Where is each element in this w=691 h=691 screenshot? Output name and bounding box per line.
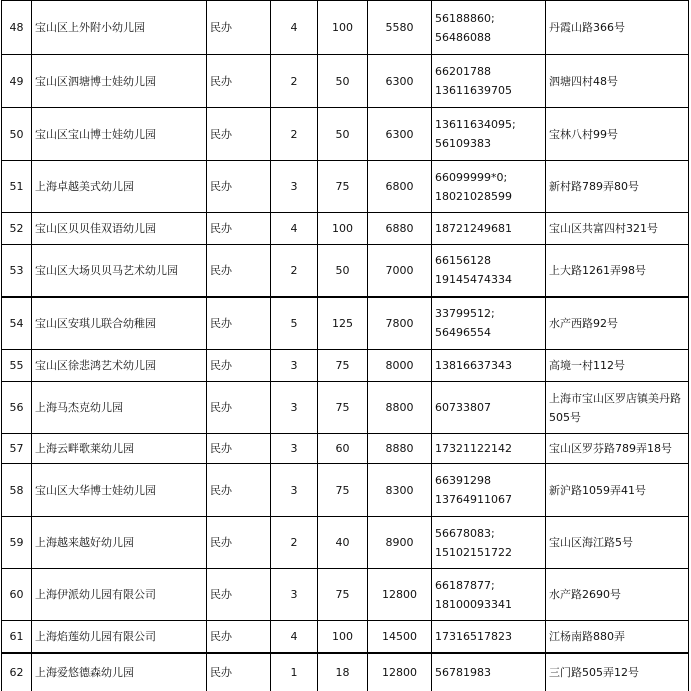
contact-phone: 56781983: [432, 653, 546, 691]
tuition-fee: 8900: [368, 517, 432, 569]
kindergarten-name: 宝山区安琪儿联合幼稚园: [32, 297, 207, 350]
table-row: [2, 382, 689, 434]
kindergarten-name: 上海伊派幼儿园有限公司: [32, 569, 207, 621]
contact-phone: 66391298 13764911067: [432, 464, 546, 517]
address: 新沪路1059弄41号: [546, 464, 689, 517]
row-number: 61: [2, 621, 32, 653]
class-count: 3: [271, 569, 318, 621]
kindergarten-name: 宝山区宝山博士娃幼儿园: [32, 108, 207, 161]
contact-phone: 17316517823: [432, 621, 546, 653]
row-number: 48: [2, 1, 32, 55]
contact-phone: 17321122142: [432, 434, 546, 464]
row-number: 53: [2, 245, 32, 297]
kindergarten-name: 上海焰莲幼儿园有限公司: [32, 621, 207, 653]
kindergarten-name: 宝山区大场贝贝马艺术幼儿园: [32, 245, 207, 297]
tuition-fee: 6880: [368, 213, 432, 245]
enrollment-capacity: 75: [318, 161, 368, 213]
contact-phone: 13816637343: [432, 350, 546, 382]
row-number: 56: [2, 382, 32, 434]
tuition-fee: 6800: [368, 161, 432, 213]
ownership-type: 民办: [207, 55, 271, 108]
class-count: 4: [271, 1, 318, 55]
row-number: 60: [2, 569, 32, 621]
class-count: 3: [271, 161, 318, 213]
enrollment-capacity: 100: [318, 1, 368, 55]
contact-phone: 56188860; 56486088: [432, 1, 546, 55]
class-count: 2: [271, 245, 318, 297]
tuition-fee: 8300: [368, 464, 432, 517]
contact-phone: 60733807: [432, 382, 546, 434]
tuition-fee: 7000: [368, 245, 432, 297]
address: 江杨南路880弄: [546, 621, 689, 653]
kindergarten-table: [1, 0, 689, 691]
kindergarten-name: 上海马杰克幼儿园: [32, 382, 207, 434]
tuition-fee: 7800: [368, 297, 432, 350]
ownership-type: 民办: [207, 297, 271, 350]
ownership-type: 民办: [207, 350, 271, 382]
row-number: 54: [2, 297, 32, 350]
table-row: [2, 108, 689, 161]
class-count: 3: [271, 434, 318, 464]
kindergarten-name: 宝山区上外附小幼儿园: [32, 1, 207, 55]
class-count: 2: [271, 517, 318, 569]
row-number: 57: [2, 434, 32, 464]
kindergarten-name: 上海爱悠德森幼儿园: [32, 653, 207, 691]
address: 宝山区罗芬路789弄18号: [546, 434, 689, 464]
address: 上海市宝山区罗店镇美丹路505号: [546, 382, 689, 434]
ownership-type: 民办: [207, 161, 271, 213]
address: 宝山区共富四村321号: [546, 213, 689, 245]
class-count: 1: [271, 653, 318, 691]
enrollment-capacity: 125: [318, 297, 368, 350]
contact-phone: 13611634095; 56109383: [432, 108, 546, 161]
tuition-fee: 14500: [368, 621, 432, 653]
row-number: 49: [2, 55, 32, 108]
address: 新村路789弄80号: [546, 161, 689, 213]
enrollment-capacity: 100: [318, 621, 368, 653]
kindergarten-name: 上海卓越美式幼儿园: [32, 161, 207, 213]
class-count: 4: [271, 213, 318, 245]
enrollment-capacity: 75: [318, 464, 368, 517]
table-row: [2, 350, 689, 382]
tuition-fee: 8000: [368, 350, 432, 382]
row-number: 52: [2, 213, 32, 245]
tuition-fee: 12800: [368, 569, 432, 621]
enrollment-capacity: 50: [318, 108, 368, 161]
ownership-type: 民办: [207, 569, 271, 621]
ownership-type: 民办: [207, 108, 271, 161]
ownership-type: 民办: [207, 1, 271, 55]
enrollment-capacity: 50: [318, 245, 368, 297]
row-number: 58: [2, 464, 32, 517]
tuition-fee: 6300: [368, 55, 432, 108]
table-row: [2, 297, 689, 350]
address: 丹霞山路366号: [546, 1, 689, 55]
table-body: [2, 1, 689, 691]
table-row: [2, 434, 689, 464]
address: 三门路505弄12号: [546, 653, 689, 691]
class-count: 3: [271, 464, 318, 517]
contact-phone: 66099999*0; 18021028599: [432, 161, 546, 213]
class-count: 2: [271, 55, 318, 108]
contact-phone: 18721249681: [432, 213, 546, 245]
enrollment-capacity: 50: [318, 55, 368, 108]
class-count: 3: [271, 382, 318, 434]
row-number: 50: [2, 108, 32, 161]
enrollment-capacity: 75: [318, 569, 368, 621]
kindergarten-name: 宝山区贝贝佳双语幼儿园: [32, 213, 207, 245]
class-count: 4: [271, 621, 318, 653]
address: 水产西路92号: [546, 297, 689, 350]
contact-phone: 66187877; 18100093341: [432, 569, 546, 621]
ownership-type: 民办: [207, 382, 271, 434]
kindergarten-name: 宝山区大华博士娃幼儿园: [32, 464, 207, 517]
table-row: [2, 464, 689, 517]
table-row: [2, 569, 689, 621]
kindergarten-name: 上海越来越好幼儿园: [32, 517, 207, 569]
row-number: 62: [2, 653, 32, 691]
ownership-type: 民办: [207, 653, 271, 691]
address: 上大路1261弄98号: [546, 245, 689, 297]
row-number: 59: [2, 517, 32, 569]
row-number: 51: [2, 161, 32, 213]
tuition-fee: 12800: [368, 653, 432, 691]
row-number: 55: [2, 350, 32, 382]
address: 泗塘四村48号: [546, 55, 689, 108]
ownership-type: 民办: [207, 434, 271, 464]
ownership-type: 民办: [207, 517, 271, 569]
ownership-type: 民办: [207, 213, 271, 245]
ownership-type: 民办: [207, 464, 271, 517]
class-count: 5: [271, 297, 318, 350]
table-row: [2, 621, 689, 653]
address: 高境一村112号: [546, 350, 689, 382]
contact-phone: 66156128 19145474334: [432, 245, 546, 297]
address: 宝林八村99号: [546, 108, 689, 161]
tuition-fee: 5580: [368, 1, 432, 55]
kindergarten-name: 上海云畔歌莱幼儿园: [32, 434, 207, 464]
table-row: [2, 55, 689, 108]
enrollment-capacity: 60: [318, 434, 368, 464]
tuition-fee: 8880: [368, 434, 432, 464]
table-row: [2, 1, 689, 55]
table-row: [2, 213, 689, 245]
table-row: [2, 517, 689, 569]
ownership-type: 民办: [207, 245, 271, 297]
kindergarten-name: 宝山区徐悲鸿艺术幼儿园: [32, 350, 207, 382]
enrollment-capacity: 40: [318, 517, 368, 569]
contact-phone: 66201788 13611639705: [432, 55, 546, 108]
enrollment-capacity: 18: [318, 653, 368, 691]
table-row: [2, 161, 689, 213]
ownership-type: 民办: [207, 621, 271, 653]
class-count: 3: [271, 350, 318, 382]
class-count: 2: [271, 108, 318, 161]
tuition-fee: 8800: [368, 382, 432, 434]
tuition-fee: 6300: [368, 108, 432, 161]
enrollment-capacity: 75: [318, 382, 368, 434]
address: 水产路2690号: [546, 569, 689, 621]
kindergarten-name: 宝山区泗塘博士娃幼儿园: [32, 55, 207, 108]
enrollment-capacity: 75: [318, 350, 368, 382]
table-row: [2, 245, 689, 297]
address: 宝山区海江路5号: [546, 517, 689, 569]
enrollment-capacity: 100: [318, 213, 368, 245]
contact-phone: 33799512; 56496554: [432, 297, 546, 350]
contact-phone: 56678083; 15102151722: [432, 517, 546, 569]
table-row: [2, 653, 689, 691]
